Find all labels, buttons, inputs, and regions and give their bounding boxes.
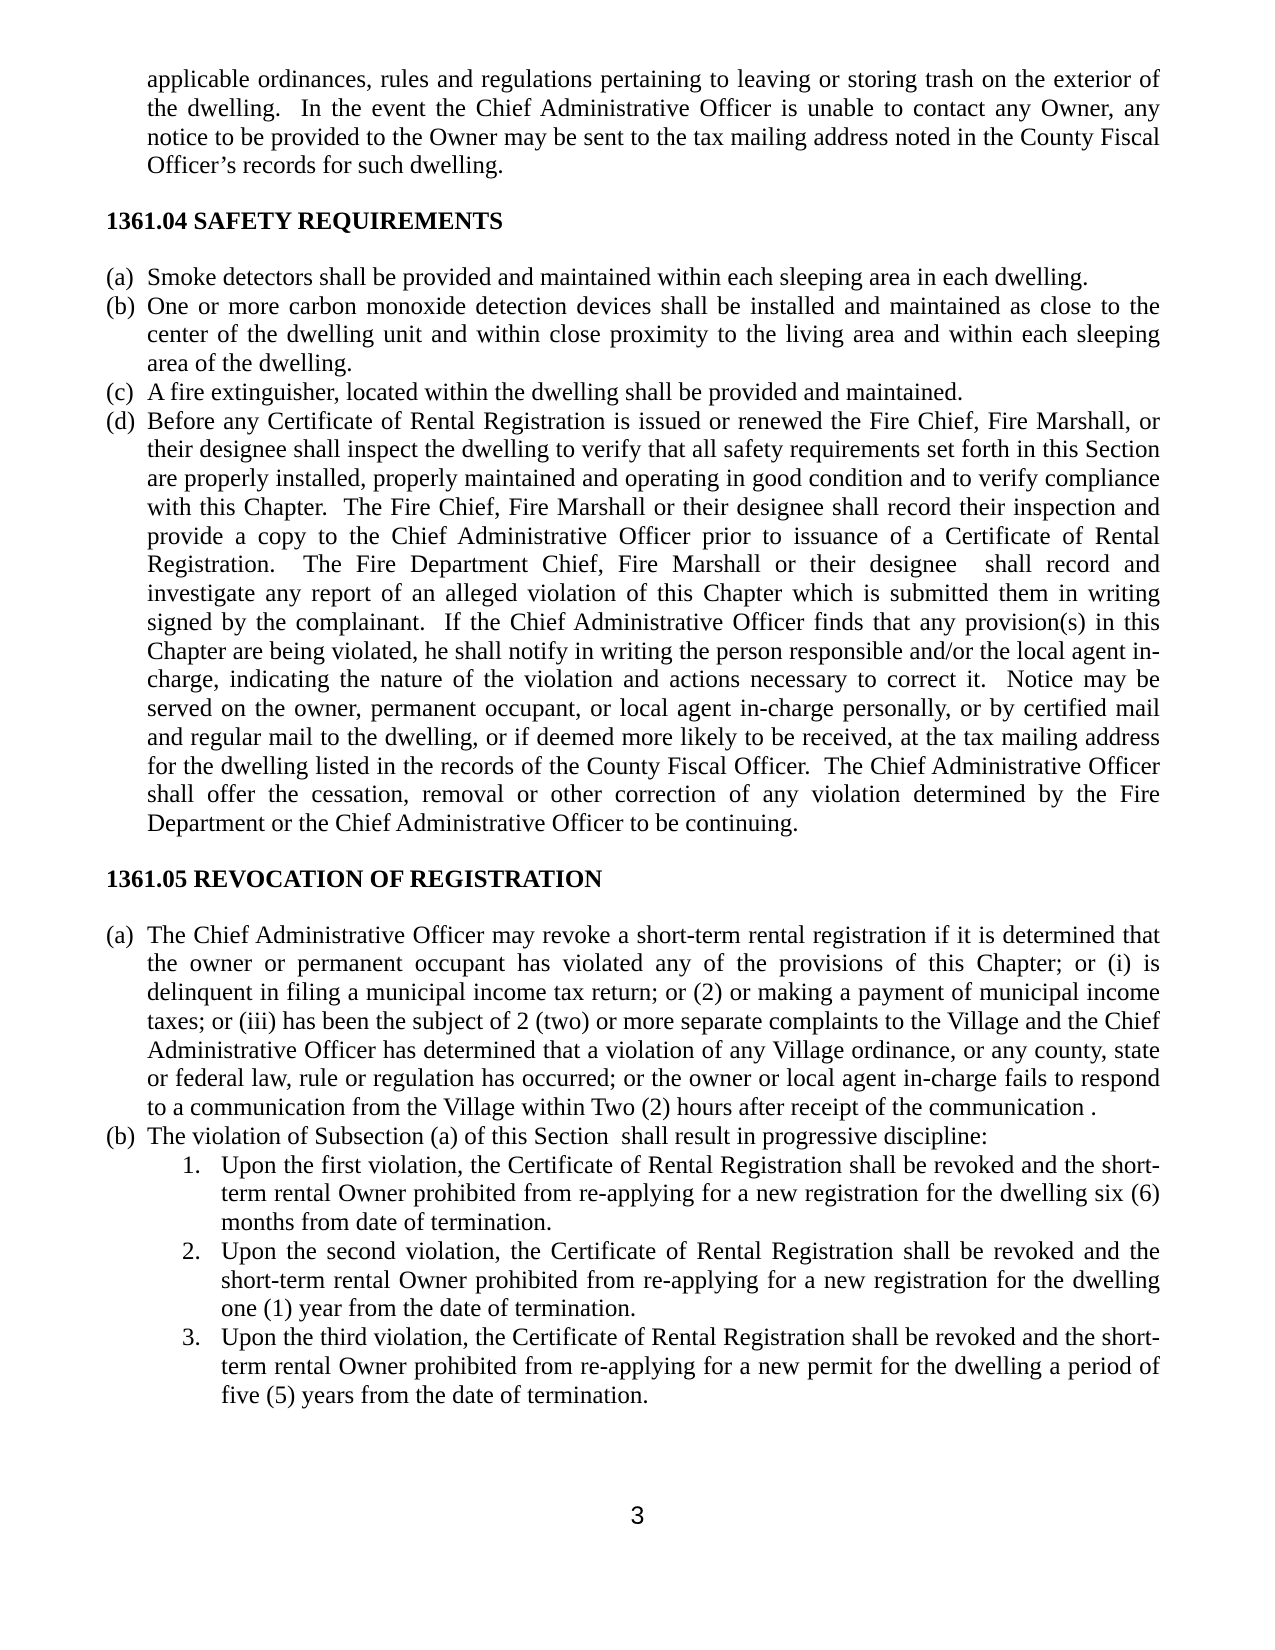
list-item-marker: (b) — [106, 292, 136, 320]
list-item-marker: (c) — [106, 378, 134, 406]
numbered-item-3 — [182, 1324, 1167, 1410]
numbered-item-marker: 2. — [182, 1237, 201, 1265]
list-item-a — [106, 264, 1160, 293]
section-heading-1361-04: 1361.04 SAFETY REQUIREMENTS — [106, 208, 504, 235]
list-item-b — [106, 1122, 1167, 1411]
revocation-list — [106, 921, 1167, 1411]
list-item-marker: (a) — [106, 263, 134, 291]
safety-requirements-list — [106, 263, 1167, 839]
list-item-text: Before any Certificate of Rental Registration is issued or renewed the Fire Chief, Fire Marshall, or their designee shall inspect the dwelling to verify that all safety requirements set forth in this Section are properly installed, properly maintained and operating in good condition and to verify compliance with this Chapter. The Fire Chief, Fire Marshall or their designee shall record their inspection and provide a copy to the Chief Administrative Officer prior to issuance of a Certificate of Rental Registration. The Fire Department Chief, Fire Marshall or their designee shall record and investigate any report of an alleged violation of this Chapter which is submitted them in writing signed by the complainant. If the Chief Administrative Officer finds that any provision(s) in this Chapter are being violated, he shall notify in writing the person responsible and/or the local agent in-charge, indicating the nature of the violation and actions necessary to correct it. Notice may be served on the owner, permanent occupant, or local agent in-charge personally, or by certified mail and regular mail to the dwelling, or if deemed more likely to be received, at the tax mailing address for the dwelling listed in the records of the County Fiscal Officer. The Chief Administrative Officer shall offer the cessation, removal or other correction of any violation determined by the Fire Department or the Chief Administrative Officer to be continuing. — [147, 407, 1167, 837]
numbered-item-2 — [182, 1237, 1167, 1324]
list-item-d — [106, 407, 1167, 839]
progressive-discipline-list — [147, 1151, 1167, 1411]
list-item-marker: (a) — [106, 921, 134, 949]
list-item-b — [106, 292, 1167, 379]
list-item-text: One or more carbon monoxide detection devices shall be installed and maintained as close to the center of the dwelling unit and within close proximity to the living area and within each sleeping area of the dwelling. — [147, 292, 1167, 377]
list-item-c — [106, 379, 1160, 408]
numbered-item-text: Upon the first violation, the Certificate of Rental Registration shall be revoked and the short-term rental Owner prohibited from re-applying for a new registration for the dwelling six (6) months from date of termination. — [221, 1151, 1167, 1236]
numbered-item-text: Upon the third violation, the Certificate of Rental Registration shall be revoked and the short-term rental Owner prohibited from re-applying for a new permit for the dwelling a period of five (5) years from the date of termination. — [221, 1324, 1167, 1409]
numbered-item-1 — [182, 1151, 1167, 1238]
list-item-text: The Chief Administrative Officer may revoke a short-term rental registration if it is determined that the owner or permanent occupant has violated any of the provisions of this Chapter; or (i) is delinquent in filing a municipal income tax return; or (2) or making a payment of municipal income taxes; or (iii) has been the subject of 2 (two) or more separate complaints to the Village and the Chief Administrative Officer has determined that a violation of any Village ordinance, or any county, state or federal law, rule or regulation has occurred; or the owner or local agent in-charge fails to respond to a communication from the Village within Two (2) hours after receipt of the communication . — [147, 921, 1167, 1121]
list-item-a — [106, 921, 1167, 1123]
list-item-text: A fire extinguisher, located within the dwelling shall be provided and maintained. — [147, 378, 964, 406]
list-item-text: Smoke detectors shall be provided and maintained within each sleeping area in each dwelling. — [147, 263, 1089, 291]
numbered-item-marker: 3. — [182, 1324, 201, 1351]
list-item-marker: (d) — [106, 407, 136, 435]
numbered-item-text: Upon the second violation, the Certificate of Rental Registration shall be revoked and the short-term rental Owner prohibited from re-applying for a new registration for the dwelling one (1) year from the date of termination. — [221, 1237, 1167, 1323]
page-number: 3 — [630, 1502, 645, 1530]
continuation-paragraph: applicable ordinances, rules and regulations pertaining to leaving or storing trash on the exterior of the dwelling. In the event the Chief Administrative Officer is unable to contact any Owner, any notice to be provided to the Owner may be sent to the tax mailing address noted in the County Fiscal Officer’s records for such dwelling. — [147, 66, 1167, 180]
section-heading-1361-05: 1361.05 REVOCATION OF REGISTRATION — [106, 865, 603, 893]
numbered-item-marker: 1. — [182, 1151, 201, 1179]
list-item-marker: (b) — [106, 1122, 136, 1150]
list-item-text: The violation of Subsection (a) of this Section shall result in progressive discipline: — [147, 1122, 988, 1150]
